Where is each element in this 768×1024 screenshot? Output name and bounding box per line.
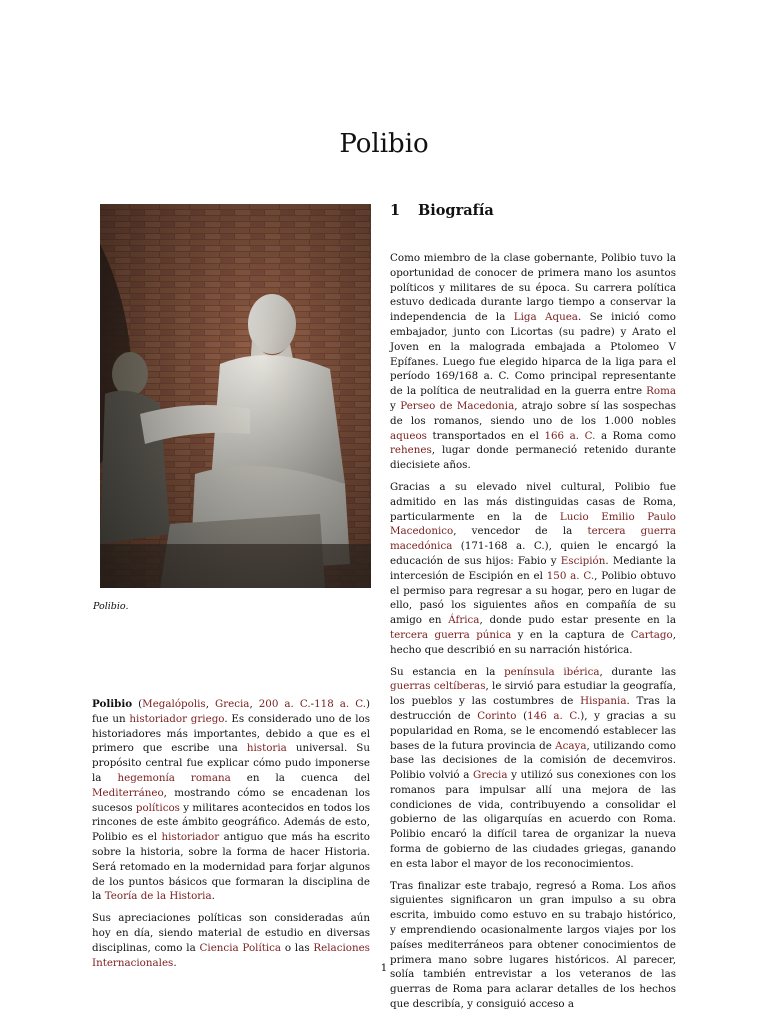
page-number: 1 [380,962,388,974]
link-guerras-celtiberas[interactable]: guerras celtíberas [390,680,486,693]
bio-paragraph-4: Tras finalizar este trabajo, regresó a Roma. Los años siguientes significaron un gran impulso a su obra escrita, imbuido como estuvo en su trabajo histórico, y emprendiendo ocasionalmente largos viajes por los países mediterráneos para obtener conocimientos de primera mano sobre lugares históricos. Al parecer, solía también entrevistar a los veteranos de las guerras de Roma para aclarar detalles de los hechos que describía, y consiguió acceso a [390,879,676,1011]
link-escipion[interactable]: Escipión [560,554,606,567]
link-corinto[interactable]: Corinto [477,709,517,722]
statue-photo [100,204,371,588]
link-200-ac[interactable]: 200 a. C. [258,698,311,710]
politics-paragraph: Sus apreciaciones políticas son consideradas aún hoy en día, siendo material de estudio en diversas disciplinas, como la Ciencia Política o las Relaciones Internacionales. [92,912,370,969]
link-tercera-guerra-macedonica[interactable]: tercera guerra macedónica [390,525,676,553]
subject-name: Polibio [92,698,133,710]
link-rehenes[interactable]: rehenes [390,444,432,457]
link-166-ac[interactable]: 166 a. C. [544,429,596,442]
link-megalopolis[interactable]: Megalópolis [142,698,206,710]
bio-paragraph-2: Gracias a su elevado nivel cultural, Polibio fue admitido en las más distinguidas casas de Roma, particularmente en la de Lucio Emilio Paulo Macedonico, vencedor de la tercera guerra macedónica (171-168 a. C.), quien le encargó la educación de sus hijos: Fabio y Escipión. Mediante la intercesión de Escipión en el 150 a. C., Polibio obtuvo el permiso para regresar a su hogar, pero en lugar de ello, pasó los siguientes años en compañía de su amigo en África, donde pudo estar presente en la tercera guerra púnica y en la captura de Cartago, hecho que describió en su narración histórica. [390,480,676,656]
section-number: 1 [390,202,401,219]
intro-paragraph: Polibio (Megalópolis, Grecia, 200 a. C.-118 a. C.) fue un historiador griego. Es considerado uno de los historiadores más importantes, debido a que es el primero que escribe una historia universal. Su propósito central fue explicar cómo pudo imponerse la hegemonía romana en la cuenca del Mediterráneo, mostrando cómo se encadenan los sucesos políticos y militares acontecidos en todos los rincones de este ámbito geográfico. Además de esto, Polibio es el historiador antiguo que más ha escrito sobre la historia, sobre la forma de hacer Historia. Será retomado en la modernidad para forjar algunos de los puntos básicos que formaran la disciplina de la Teoría de la Historia. [92,698,371,903]
page-title: Polibio [339,129,429,160]
link-150-ac[interactable]: 150 a. C. [546,569,595,582]
link-mediterraneo[interactable]: Mediterráneo [92,786,164,799]
link-acaya[interactable]: Acaya [555,739,587,752]
figure-caption: Polibio. [93,601,129,612]
link-tercera-guerra-punica[interactable]: tercera guerra púnica [390,628,512,641]
link-historiador-griego[interactable]: historiador griego [129,712,225,725]
section-heading [390,202,494,219]
link-roma[interactable]: Roma [646,385,676,398]
left-column [92,697,370,977]
link-perseo[interactable]: Perseo de Macedonia [400,399,515,412]
link-peninsula-iberica[interactable]: península ibérica [504,665,600,678]
link-politicos[interactable]: políticos [135,801,180,814]
link-hegemonia-romana[interactable]: hegemonía romana [117,771,231,784]
link-grecia-2[interactable]: Grecia [473,769,508,782]
section-title: Biografía [418,202,494,219]
link-lucio-emilio[interactable]: Lucio Emilio Paulo Macedonico [390,510,676,538]
link-historia[interactable]: historia [246,742,287,755]
link-146-ac[interactable]: 146 a. C. [527,709,581,722]
bio-paragraph-3: Su estancia en la península ibérica, durante las guerras celtíberas, le sirvió para estudiar la geografía, los pueblos y las costumbres de Hispania. Tras la destrucción de Corinto (146 a. C.), y gracias a su popularidad en Roma, se le encomendó establecer las bases de la futura provincia de Acaya, utilizando como base las decisiones de la comisión de decemviros. Polibio volvió a Grecia y utilizó sus conexiones con los romanos para impulsar allí una mejora de las condiciones de vida, contribuyendo a consolidar el gobierno de las oligarquías en acuerdo con Roma. Polibio encaró la difícil tarea de organizar la nueva forma de gobierno de las ciudades griegas, ganando en esta labor el mayor de los reconocimientos. [390,665,677,870]
link-relaciones-internacionales[interactable]: Relaciones Internacionales [92,941,370,969]
link-africa[interactable]: África [448,614,480,627]
link-teoria-historia[interactable]: Teoría de la Historia [104,890,212,903]
bio-paragraph-1: Como miembro de la clase gobernante, Polibio tuvo la oportunidad de conocer de primera mano los asuntos políticos y militares de su época. Su carrera política estuvo dedicada durante largo tiempo a conservar la independencia de la Liga Aquea. Se inició como embajador, junto con Licortas (su padre) y Arato el Joven en la malograda embajada a Ptolomeo V Epífanes. Luego fue elegido hiparca de la liga para el período 169/168 a. C. Como principal representante de la política de neutralidad en la guerra entre Roma y Perseo de Macedonia, atrajo sobre sí las sospechas de los romanos, siendo uno de los 1.000 nobles aqueos transportados en el 166 a. C. a Roma como rehenes, lugar donde permaneció retenido durante diecisiete años. [390,252,677,472]
link-grecia[interactable]: Grecia [215,698,250,710]
right-column [390,251,676,1019]
link-hispania[interactable]: Hispania [580,695,627,708]
link-118-ac[interactable]: 118 a. C. [314,698,366,710]
link-cartago[interactable]: Cartago [630,628,673,641]
link-aqueos[interactable]: aqueos [390,429,427,442]
link-ciencia-politica[interactable]: Ciencia Política [199,941,282,954]
link-historiador[interactable]: historiador [161,831,220,844]
link-liga-aquea[interactable]: Liga Aquea [513,311,578,324]
